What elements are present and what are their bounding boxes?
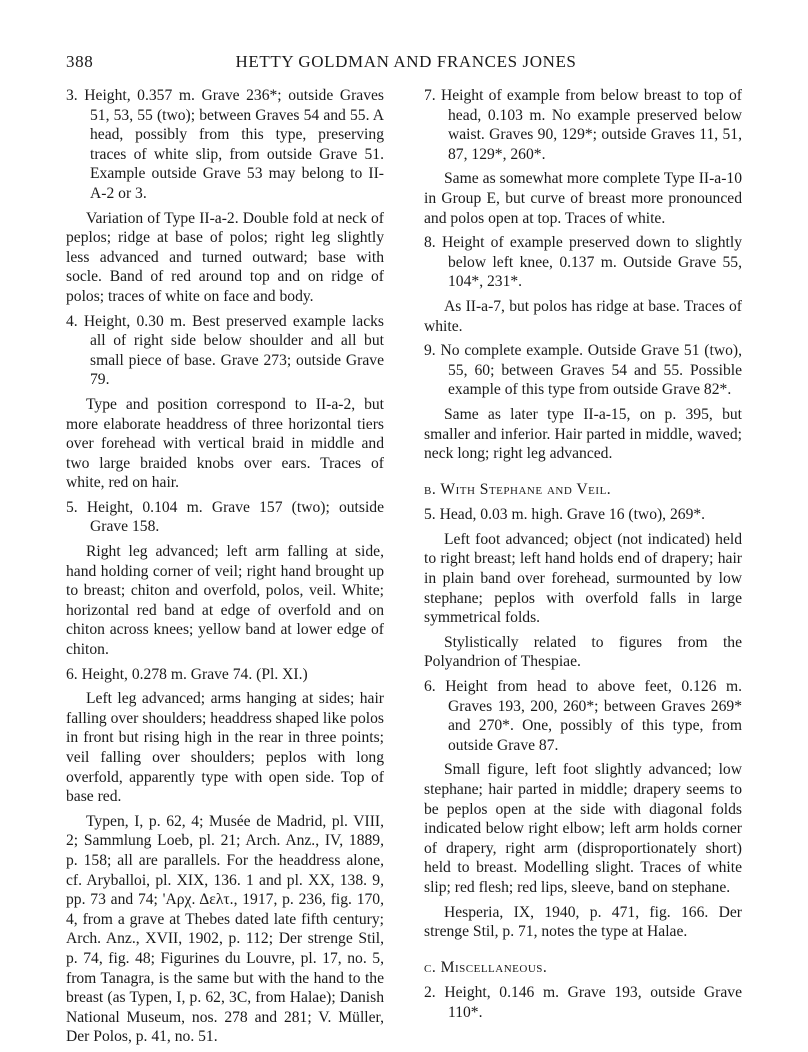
page-number: 388 <box>66 52 94 71</box>
entry-9-heading: 9. No complete example. Outside Grave 51 (two), 55, 60; between Graves 54 and 55. Possible example of this type from outside Grave 82*. <box>424 342 742 399</box>
entry-b5 <box>424 505 742 525</box>
entry-5-heading: 5. Height, 0.104 m. Grave 157 (two); outside Grave 158. <box>66 498 384 536</box>
section-c-heading: c. Miscellaneous. <box>424 958 548 976</box>
entry-b6-description: Small figure, left foot slightly advanced; low stephane; hair parted in middle; drapery seems to be peplos open at the side with diagonal folds indicated below right elbow; left arm holds corner of drapery, right arm (disproportionately short) held to breast. Modelling slight. Traces of white slip; red flesh; red lips, sleeve, band on stephane. <box>424 761 742 896</box>
entry-8-description: As II-a-7, but polos has ridge at base. Traces of white. <box>424 297 742 335</box>
entry-4-heading: 4. Height, 0.30 m. Best preserved example lacks all of right side below shoulder and all but small piece of base. Grave 273; outside Grave 79. <box>66 312 384 389</box>
entry-b6-heading: 6. Height from head to above feet, 0.126 m. Graves 193, 200, 260*; between Graves 269* and 270*. One, possibly of this type, from outside Grave 87. <box>424 678 742 754</box>
entry-7 <box>424 86 742 164</box>
entry-b5-heading: 5. Head, 0.03 m. high. Grave 16 (two), 269*. <box>424 506 706 524</box>
entry-9-description: Same as later type II-a-15, on p. 395, but smaller and inferior. Hair parted in middle, waved; neck long; right leg advanced. <box>424 405 742 463</box>
entry-b5-description: Left foot advanced; object (not indicated) held to right breast; left hand holds end of drapery; hair in plain band over forehead, surmounted by low stephane; peplos with overfold falls in large symmetrical folds. <box>424 530 742 627</box>
running-head: HETTY GOLDMAN AND FRANCES JONES <box>235 52 577 71</box>
entry-4 <box>66 312 384 390</box>
entry-8 <box>424 233 742 292</box>
entry-3-description: Variation of Type II-a-2. Double fold at neck of peplos; ridge at base of polos; right leg slightly less advanced and turned outward; base with socle. Band of red around top and on ridge of polos; traces of white on face and body. <box>66 209 384 305</box>
entry-5-description: Right leg advanced; left arm falling at side, hand holding corner of veil; right hand brought up to breast; chiton and overfold, polos, veil. White; horizontal red band at edge of overfold and on chiton across knees; yellow band at lower edge of chiton. <box>66 543 384 659</box>
left-column <box>66 86 384 1052</box>
entry-b6 <box>424 677 742 755</box>
entry-6-heading: 6. Height, 0.278 m. Grave 74. (Pl. XI.) <box>66 665 308 683</box>
entry-6-references: Typen, I, p. 62, 4; Musée de Madrid, pl. VIII, 2; Sammlung Loeb, pl. 21; Arch. Anz., IV, 1889, p. 158; all are parallels. For the headdress alone, cf. Aryballoi, pl. XIX, 136. 1 and pl. XX, 138. 9, pp. 73 and 74; 'Αρχ. Δελτ., 1917, p. 236, fig. 170, 4, from a grave at Thebes dated late fifth century; Arch. Anz., XVII, 1902, p. 112; Der strenge Stil, p. 74, fig. 48; Figurines du Louvre, pl. 17, no. 5, from Tanagra, is the same but with the hand to the breast (as Typen, I, p. 62, 3C, from Halae); Danish National Museum, nos. 278 and 281; V. Müller, Der Polos, p. 41, no. 51. <box>66 812 384 1046</box>
entry-9 <box>424 341 742 400</box>
entry-b5-note: Stylistically related to figures from the Polyandrion of Thespiae. <box>424 633 742 671</box>
entry-3-heading: 3. Height, 0.357 m. Grave 236*; outside Graves 51, 53, 55 (two); between Graves 54 and 55. A head, possibly from this type, preserving traces of white slip, from outside Grave 51. Example outside Grave 53 may belong to II-A-2 or 3. <box>66 87 384 202</box>
page-header <box>66 52 746 78</box>
entry-4-description: Type and position correspond to II-a-2, but more elaborate headdress of three horizontal tiers over forehead with vertical braid in middle and two large braided knobs over ears. Traces of white, red on hair. <box>66 395 384 492</box>
entry-8-heading: 8. Height of example preserved down to slightly below left knee, 0.137 m. Outside Grave 55, 104*, 231*. <box>424 234 742 291</box>
entry-6-description: Left leg advanced; arms hanging at sides; hair falling over shoulders; headdress shaped like polos in front but rising high in the rear in three points; veil falling over shoulders; peplos with long overfold, apparently type with open side. Top of base red. <box>66 690 384 806</box>
right-column <box>424 86 742 1028</box>
section-b-heading: b. With Stephane and Veil. <box>424 480 612 498</box>
entry-b6-references: Hesperia, IX, 1940, p. 471, fig. 166. Der strenge Stil, p. 71, notes the type at Halae. <box>424 903 742 941</box>
entry-c2-heading: 2. Height, 0.146 m. Grave 193, outside Grave 110*. <box>424 984 742 1021</box>
entry-7-heading: 7. Height of example from below breast to top of head, 0.103 m. No example preserved below waist. Graves 90, 129*; outside Graves 11, 51, 87, 129*, 260*. <box>424 87 742 163</box>
entry-6 <box>66 665 384 685</box>
entry-7-description: Same as somewhat more complete Type II-a-10 in Group E, but curve of breast more pronounced and polos open at top. Traces of white. <box>424 170 742 227</box>
entry-5 <box>66 498 384 537</box>
entry-3 <box>66 86 384 204</box>
entry-c2 <box>424 983 742 1022</box>
